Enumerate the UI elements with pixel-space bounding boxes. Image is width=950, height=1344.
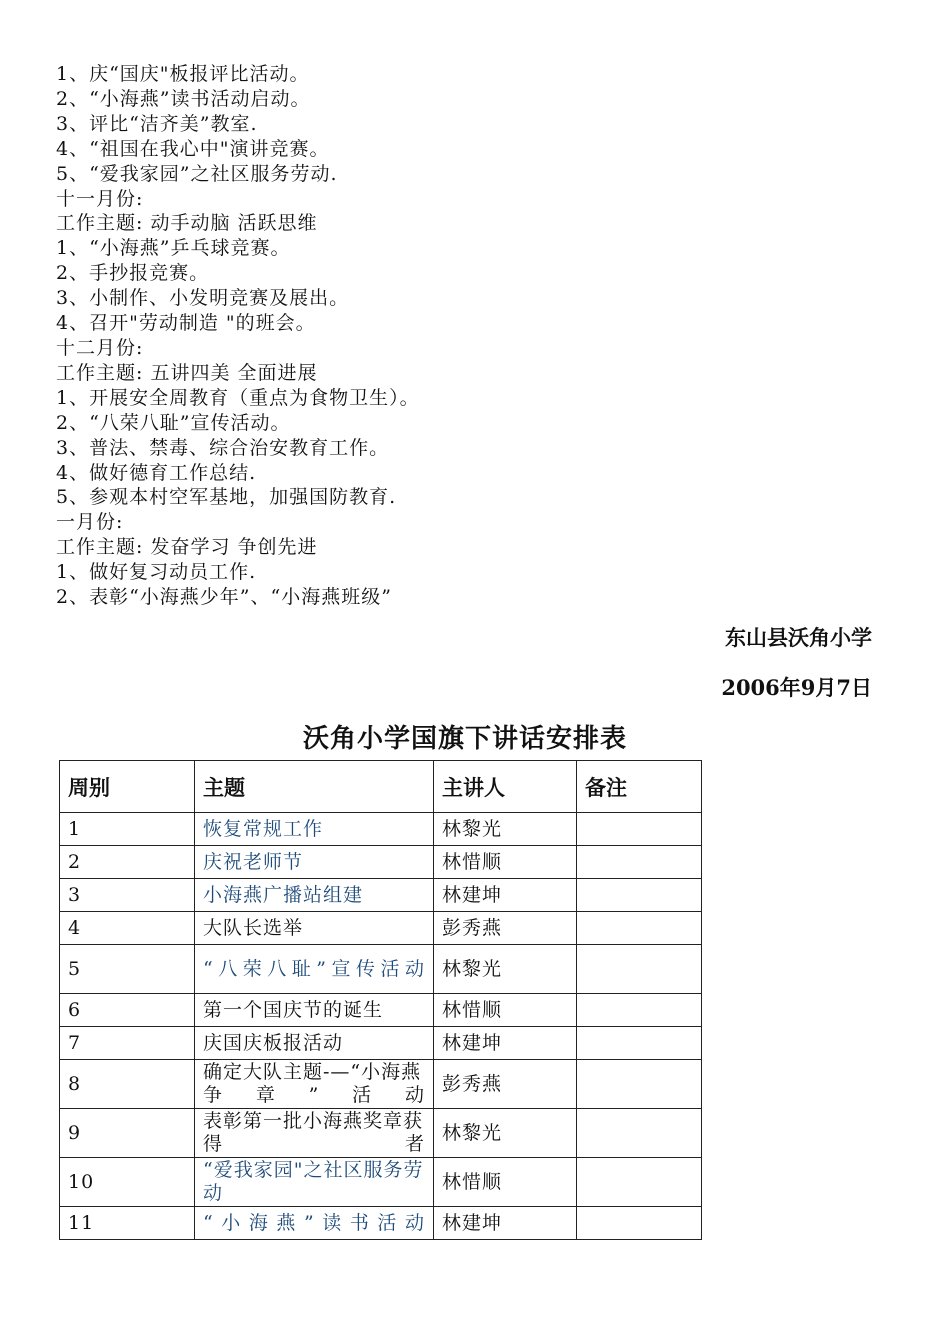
week-cell: 3: [60, 879, 195, 912]
table-row: [60, 846, 702, 879]
speaker-cell: 林建坤: [434, 879, 577, 912]
speaker-cell: 林惜顺: [434, 1158, 577, 1207]
note-cell: [577, 879, 702, 912]
table-row: [60, 879, 702, 912]
topic-cell: 庆祝老师节: [195, 846, 434, 879]
text-line: 4、做好德育工作总结.: [56, 461, 257, 484]
note-cell: [577, 945, 702, 994]
speaker-cell: 彭秀燕: [434, 1060, 577, 1109]
week-cell: 9: [60, 1109, 195, 1158]
note-cell: [577, 1027, 702, 1060]
table-header-row: [60, 761, 702, 813]
text-line: 1、做好复习动员工作.: [56, 561, 257, 584]
table-row: [60, 1109, 702, 1158]
week-cell: 7: [60, 1027, 195, 1060]
note-cell: [577, 1060, 702, 1109]
table-title: 沃角小学国旗下讲话安排表: [302, 724, 627, 754]
text-line: 5、“爱我家园”之社区服务劳动.: [56, 162, 338, 185]
week-cell: 4: [60, 912, 195, 945]
table-row: [60, 813, 702, 846]
header-note: 备注: [577, 761, 702, 813]
topic-cell: 恢复常规工作: [195, 813, 434, 846]
topic-cell: 小海燕广播站组建: [195, 879, 434, 912]
week-cell: 10: [60, 1158, 195, 1207]
work-theme: 工作主题: 发奋学习 争创先进: [56, 536, 318, 559]
text-line: 2、“小海燕”读书活动启动。: [56, 87, 311, 110]
speaker-cell: 林黎光: [434, 1109, 577, 1158]
text-line: 1、开展安全周教育（重点为食物卫生）。: [56, 386, 420, 409]
topic-cell: 第一个国庆节的诞生: [195, 994, 434, 1027]
speech-schedule-table: [59, 760, 702, 1240]
month-heading: 一月份:: [56, 511, 124, 534]
table-row: [60, 1060, 702, 1109]
header-speaker: 主讲人: [434, 761, 577, 813]
topic-cell: 大队长选举: [195, 912, 434, 945]
speaker-cell: 林惜顺: [434, 994, 577, 1027]
speaker-cell: 林建坤: [434, 1207, 577, 1240]
topic-cell: 确定大队主题-—“小海燕争章”活动: [195, 1060, 434, 1109]
week-cell: 2: [60, 846, 195, 879]
note-cell: [577, 1207, 702, 1240]
note-cell: [577, 813, 702, 846]
table-row: [60, 945, 702, 994]
week-cell: 11: [60, 1207, 195, 1240]
text-line: 2、表彰“小海燕少年”、“小海燕班级”: [56, 586, 392, 609]
table-row: [60, 1207, 702, 1240]
header-topic: 主题: [195, 761, 434, 813]
week-cell: 8: [60, 1060, 195, 1109]
topic-cell: “小海燕”读书活动: [195, 1207, 434, 1240]
note-cell: [577, 1109, 702, 1158]
plan-body-text: [56, 62, 876, 610]
week-cell: 6: [60, 994, 195, 1027]
text-line: 3、普法、禁毒、综合治安教育工作。: [56, 436, 390, 459]
text-line: 1、“小海燕”乒乓球竞赛。: [56, 237, 291, 260]
topic-cell: “爱我家园"之社区服务劳动: [195, 1158, 434, 1207]
month-heading: 十一月份:: [56, 187, 144, 210]
week-cell: 1: [60, 813, 195, 846]
table-row: [60, 1158, 702, 1207]
text-line: 3、评比“洁齐美”教室.: [56, 112, 258, 135]
table-row: [60, 912, 702, 945]
text-line: 4、召开"劳动制造 "的班会。: [56, 312, 316, 335]
text-line: 3、小制作、小发明竞赛及展出。: [56, 287, 350, 310]
table-row: [60, 994, 702, 1027]
topic-cell: 表彰第一批小海燕奖章获得者: [195, 1109, 434, 1158]
speaker-cell: 林黎光: [434, 945, 577, 994]
note-cell: [577, 912, 702, 945]
topic-cell: 庆国庆板报活动: [195, 1027, 434, 1060]
speaker-cell: 彭秀燕: [434, 912, 577, 945]
work-theme: 工作主题: 五讲四美 全面进展: [56, 361, 318, 384]
header-week: 周别: [60, 761, 195, 813]
note-cell: [577, 994, 702, 1027]
week-cell: 5: [60, 945, 195, 994]
signature-date: 2006年9月7日: [721, 675, 872, 700]
text-line: 5、参观本村空军基地，加强国防教育.: [56, 486, 397, 509]
topic-cell: “八荣八耻”宣传活动: [195, 945, 434, 994]
table-row: [60, 1027, 702, 1060]
note-cell: [577, 1158, 702, 1207]
text-line: 4、“祖国在我心中"演讲竞赛。: [56, 137, 330, 160]
note-cell: [577, 846, 702, 879]
text-line: 1、庆“国庆"板报评比活动。: [56, 63, 310, 85]
speaker-cell: 林建坤: [434, 1027, 577, 1060]
text-line: 2、手抄报竞赛。: [56, 262, 210, 285]
signature-organization: 东山县沃角小学: [725, 625, 872, 650]
month-heading: 十二月份:: [56, 336, 144, 359]
text-line: 2、“八荣八耻”宣传活动。: [56, 411, 291, 434]
speaker-cell: 林黎光: [434, 813, 577, 846]
work-theme: 工作主题: 动手动脑 活跃思维: [56, 212, 318, 235]
speaker-cell: 林惜顺: [434, 846, 577, 879]
